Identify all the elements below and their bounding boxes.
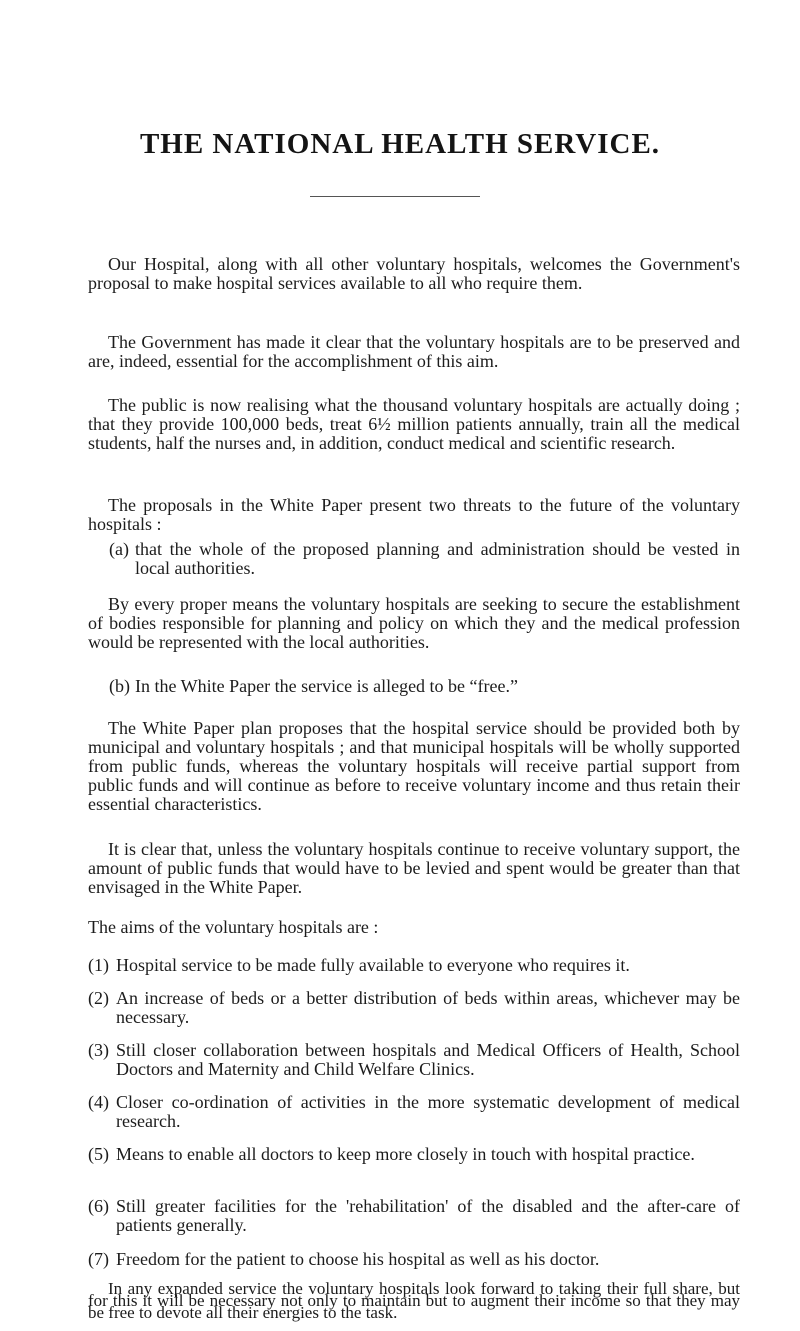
aim-text: Still closer collaboration between hospitals and Medical Officers of Health, School Doctors and Maternity and Child Welfare Clinics. <box>116 1040 740 1079</box>
paragraph-public: The public is now realising what the thousand voluntary hospitals are actually doing ; that they provide 100,000 beds, treat 6½ million patients annually, train all the medical students, half the nurses and, in addition, conduct medical and scientific research. <box>88 395 740 453</box>
paragraph-plan: The White Paper plan proposes that the hospital service should be provided both by municipal and voluntary hospitals ; and that municipal hospitals will be wholly supported from public funds, whereas the voluntary hospitals will receive partial support from public funds and will continue as before to receive voluntary income and thus retain their essential characteristics. <box>88 718 740 814</box>
aim-marker: (6) <box>88 1196 109 1216</box>
paragraph-closing: In any expanded service the voluntary hospitals look forward to taking their full share, but for this it will be necessary not only to maintain but to augment their income so that they may be free to devote all their energies to the task. <box>88 1279 740 1322</box>
aim-item <box>88 956 740 975</box>
paragraph-threats: The proposals in the White Paper present two threats to the future of the voluntary hospitals : <box>88 495 740 534</box>
paragraph-means: By every proper means the voluntary hospitals are seeking to secure the establishment of bodies responsible for planning and policy on which they and the medical profession would be represented with the local authorities. <box>88 594 740 652</box>
paragraph-government: The Government has made it clear that the voluntary hospitals are to be preserved and are, indeed, essential for the accomplishment of this aim. <box>88 332 740 371</box>
paragraph-aims-intro: The aims of the voluntary hospitals are : <box>88 917 379 937</box>
aim-item <box>88 1041 740 1079</box>
aim-item <box>88 989 740 1027</box>
aim-text: Still greater facilities for the 'rehabilitation' of the disabled and the after-care of patients generally. <box>116 1196 740 1235</box>
aim-text: Freedom for the patient to choose his hospital as well as his doctor. <box>116 1249 600 1269</box>
title-divider <box>310 196 480 197</box>
aim-marker: (2) <box>88 988 109 1008</box>
aim-text: Closer co-ordination of activities in the more systematic development of medical research. <box>116 1092 740 1131</box>
threat-marker: (b) <box>109 676 130 696</box>
threat-item-a <box>109 540 740 578</box>
aim-item <box>88 1093 740 1131</box>
aim-item <box>88 1250 740 1269</box>
threat-text: that the whole of the proposed planning and administration should be vested in local authorities. <box>135 539 740 578</box>
aim-text: An increase of beds or a better distribution of beds within areas, whichever may be necessary. <box>116 988 740 1027</box>
threat-marker: (a) <box>109 539 129 559</box>
paragraph-intro: Our Hospital, along with all other voluntary hospitals, welcomes the Government's proposal to make hospital services available to all who require them. <box>88 254 740 293</box>
aim-text: Means to enable all doctors to keep more closely in touch with hospital practice. <box>116 1144 695 1164</box>
aim-marker: (4) <box>88 1092 109 1112</box>
aim-text: Hospital service to be made fully available to everyone who requires it. <box>116 955 630 975</box>
aim-marker: (7) <box>88 1249 109 1269</box>
threat-text: In the White Paper the service is alleged to be “free.” <box>135 676 518 696</box>
aim-item <box>88 1145 740 1164</box>
aim-marker: (1) <box>88 955 109 975</box>
page-title: THE NATIONAL HEALTH SERVICE. <box>139 128 661 160</box>
aim-item <box>88 1197 740 1235</box>
aim-marker: (3) <box>88 1040 109 1060</box>
threat-item-b <box>109 677 740 696</box>
paragraph-clear: It is clear that, unless the voluntary hospitals continue to receive voluntary support, the amount of public funds that would have to be levied and spent would be greater than that envisaged in the White Paper. <box>88 839 740 897</box>
aim-marker: (5) <box>88 1144 109 1164</box>
